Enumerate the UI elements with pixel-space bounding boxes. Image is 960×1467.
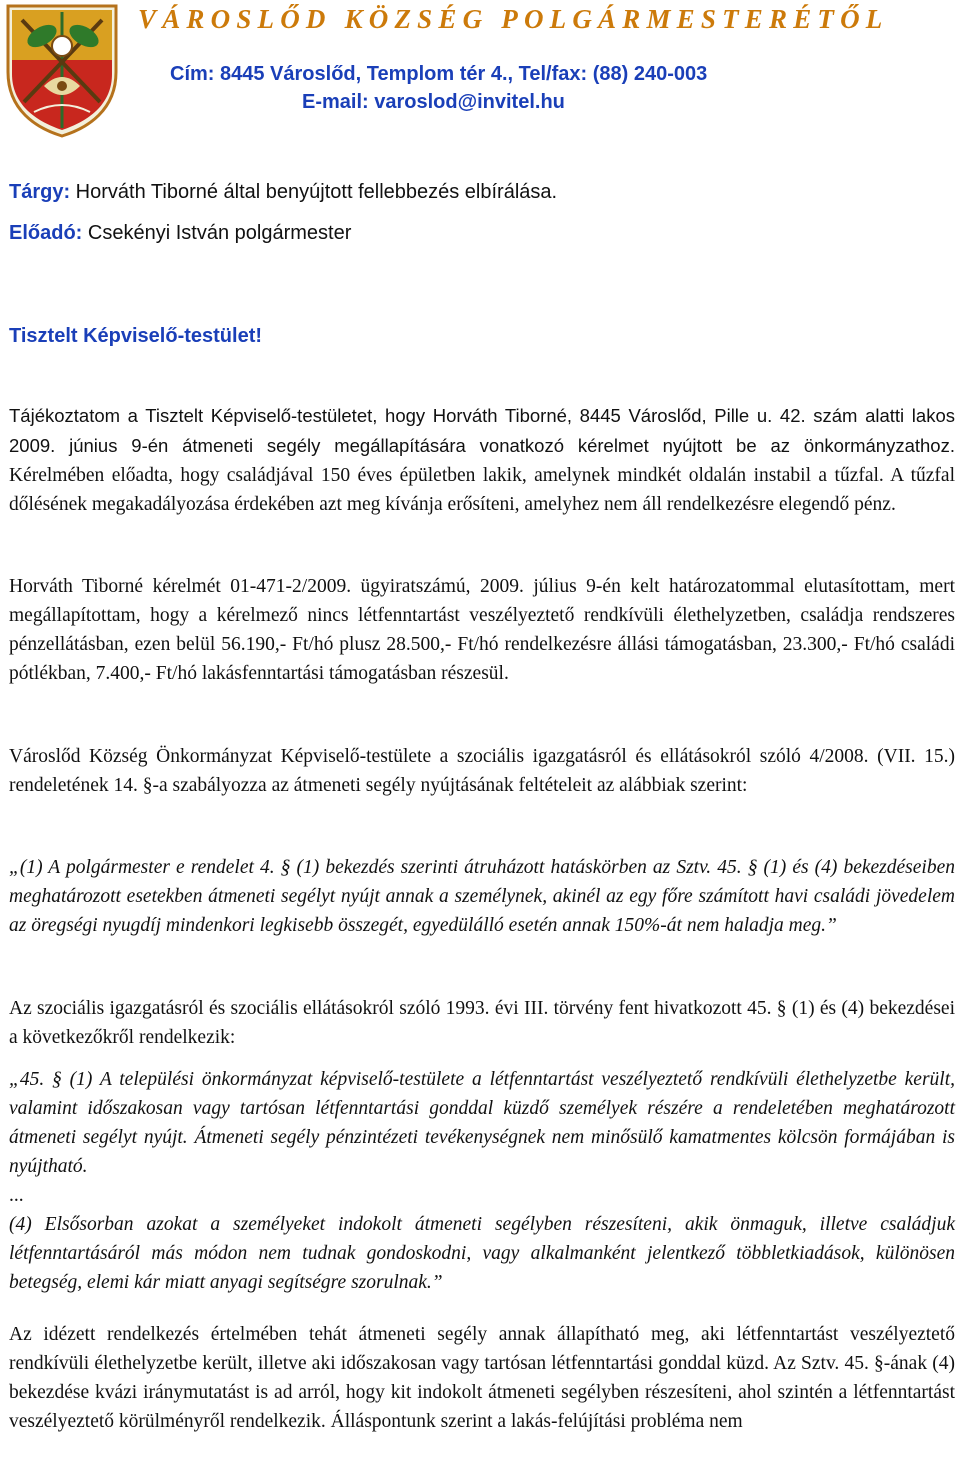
- quoted-law-ellipsis: ...: [9, 1185, 24, 1206]
- subject-label: Tárgy:: [9, 181, 71, 203]
- presenter-value: Csekényi István polgármester: [82, 222, 352, 244]
- quoted-law-section-1: „45. § (1) A települési önkormányzat képviselő-testülete a létfenntartást veszélyeztető rendkívüli élethelyzetbe került, valamint időszakosan vagy tartósan létfenntartási gonddal küzdő személyek részére a rendeletében meghatározott átmeneti segélyt nyújt. Átmeneti segély pénzintézeti tevékenységnek nem minősülő kamatmentes kölcsön formájában is nyújtható.: [9, 1069, 955, 1177]
- paragraph-continuation-text: Kérelmében előadta, hogy családjával 150 éves épületben lakik, amelynek mindkét oldalán instabil a tűzfal. A tűzfal dőlésének megakadályozása érdekében azt meg kívánja erősíteni, amelyhez nem áll rendelkezésre elegendő pénz.: [9, 465, 955, 515]
- org-title: VÁROSLŐD KÖZSÉG POLGÁRMESTERÉTŐL: [138, 4, 889, 34]
- salutation: Tisztelt Képviselő-testület!: [9, 325, 263, 347]
- body-paragraph: [9, 401, 955, 519]
- body-paragraph: Az szociális igazgatásról és szociális ellátásokról szóló 1993. évi III. törvény fent hivatkozott 45. § (1) és (4) bekezdései a következőkről rendelkezik:: [9, 998, 955, 1048]
- quoted-law-section-4: (4) Elsősorban azokat a személyeket indokolt átmeneti segélyben részesíteni, akik önmaguk, illetve családjuk létfenntartásáról más módon nem tudnak gondoskodni, vagy alkalmanként jelentkező többletkiadások, különösen betegség, elemi kár miatt anyagi segítségre szorulnak.”: [9, 1214, 955, 1293]
- contact-address: Cím: 8445 Városlőd, Templom tér 4., Tel/fax: (88) 240-003: [170, 63, 708, 85]
- quoted-law: [9, 1065, 955, 1297]
- paragraph-intro-text: Tájékoztatom a Tisztelt Képviselő-testületet, hogy Horváth Tiborné, 8445 Városlőd, Pille u. 42. szám alatti lakos 2009. június 9-én átmeneti segély megállapítására vonatkozó kérelmet nyújtott be az önkormányzathoz.: [9, 405, 955, 456]
- quoted-regulation: „(1) A polgármester e rendelet 4. § (1) bekezdés szerinti átruházott hatáskörben az Sztv. 45. § (1) és (4) bekezdéseiben meghatározott esetekben átmeneti segélyt nyújt annak a személynek, akinél az egy főre számított havi családi jövedelem az öregségi nyugdíj mindenkori legkisebb összegét, egyedülálló esetén annak 150%-át nem haladja meg.”: [9, 857, 955, 936]
- body-paragraph: Városlőd Község Önkormányzat Képviselő-testülete a szociális igazgatásról és ellátásokról szóló 4/2008. (VII. 15.) rendeletének 14. §-a szabályozza az átmeneti segély nyújtásának feltételeit az alábbiak szerint:: [9, 746, 955, 796]
- subject-line: [9, 181, 557, 204]
- subject-value: Horváth Tiborné által benyújtott fellebbezés elbírálása.: [70, 181, 558, 203]
- body-paragraph: Horváth Tiborné kérelmét 01-471-2/2009. ügyiratszámú, 2009. július 9-én kelt határozatommal elutasítottam, mert megállapítottam, hogy a kérelmező nincs létfenntartást veszélyeztető rendkívüli élethelyzetben, családja rendszeres pénzellátásban, ezen belül 56.190,- Ft/hó plusz 28.500,- Ft/hó rendelkezésre állási támogatásban, 23.300,- Ft/hó családi pótlékban, 7.400,- Ft/hó lakásfenntartási támogatásban részesül.: [9, 576, 955, 684]
- presenter-label: Előadó:: [9, 222, 83, 244]
- municipal-coat-of-arms-icon: [4, 2, 120, 138]
- contact-email: E-mail: varoslod@invitel.hu: [302, 91, 565, 113]
- presenter-line: [9, 222, 351, 245]
- body-paragraph: Az idézett rendelkezés értelmében tehát átmeneti segély annak állapítható meg, aki létfenntartást veszélyeztető rendkívüli élethelyzetbe került, illetve aki időszakosan vagy tartósan létfenntartási gonddal küzd. Az Sztv. 45. §-ának (4) bekezdése kvázi iránymutatást is ad arról, hogy kit indokolt átmeneti segélyben részesíteni, ahol szintén a létfenntartást veszélyeztető körülményről rendelkezik. Álláspontunk szerint a lakás-felújítási probléma nem: [9, 1324, 955, 1432]
